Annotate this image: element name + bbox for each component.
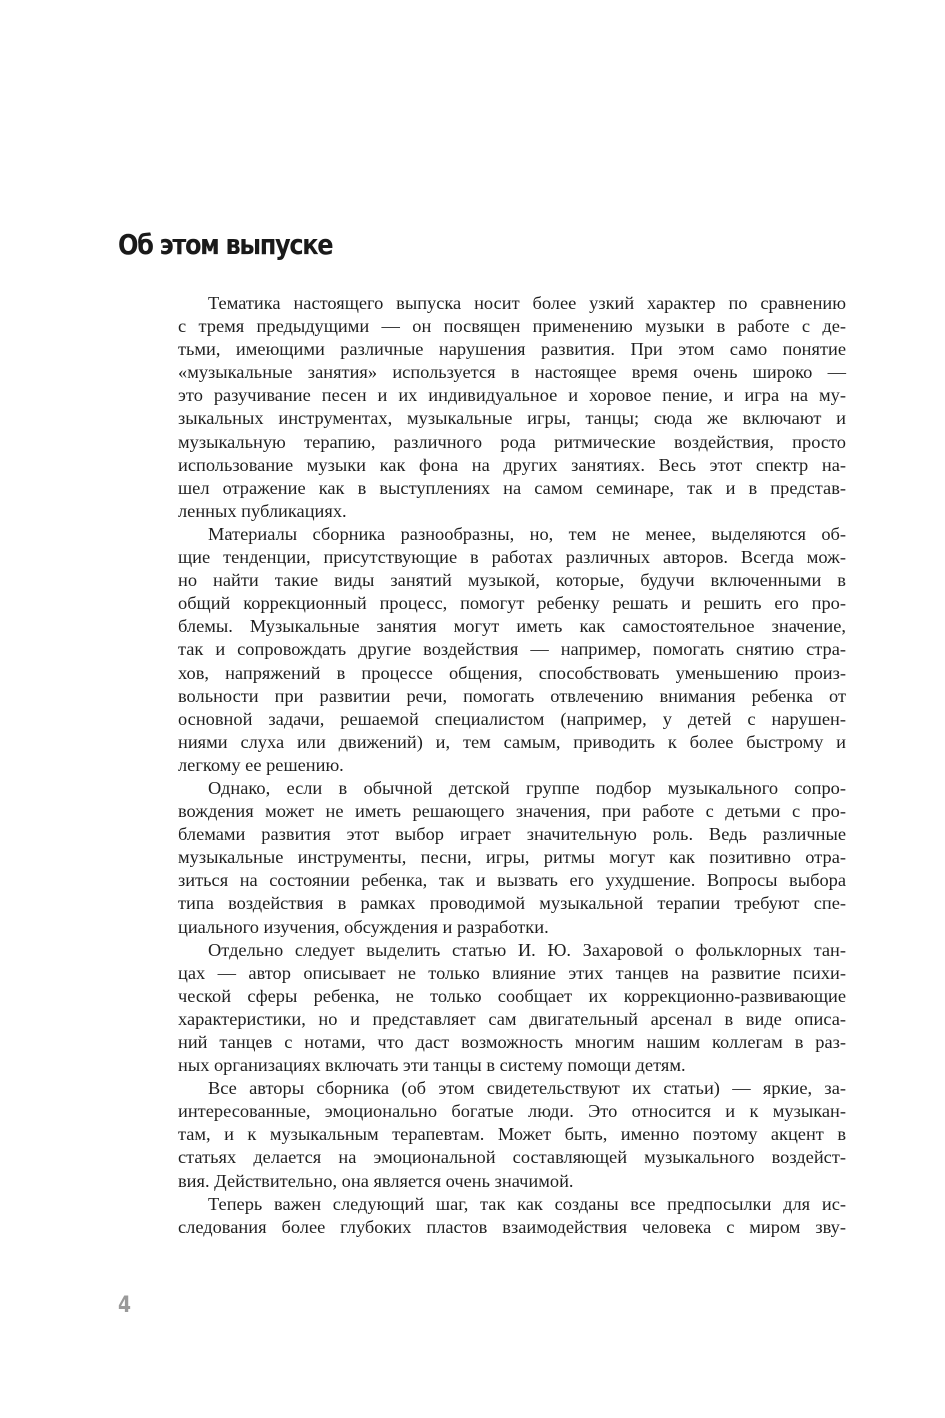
text-line: зиться на состоянии ребенка, так и вызвать его ухудшение. Вопросы выбора (178, 870, 846, 891)
text-line: с тремя предыдущими — он посвящен применению музыки в работе с де- (178, 316, 846, 337)
text-line: блемы. Музыкальные занятия могут иметь как самостоятельное значение, (178, 616, 846, 637)
text-line: но найти такие виды занятий музыкой, которые, будучи включенными в (178, 570, 846, 591)
text-line: характеристики, но и представляет сам двигательный арсенал в виде описа- (178, 1008, 846, 1029)
text-line: ных организациях включать эти танцы в систему помощи детям. (178, 1055, 686, 1076)
text-line: это разучивание песен и их индивидуальное и хоровое пение, и игра на му- (178, 385, 846, 406)
body-text (178, 292, 846, 1239)
paragraph (178, 939, 846, 1078)
text-line: музыкальную терапию, различного рода ритмические воздействия, просто (178, 431, 846, 452)
text-line: Все авторы сборника (об этом свидетельствуют их статьи) — яркие, за- (208, 1078, 846, 1099)
text-line: тьми, имеющими различные нарушения развития. При этом само понятие (178, 339, 846, 360)
page-title: Об этом выпуске (118, 228, 333, 261)
text-line: ний танцев с нотами, что даст возможность многим нашим коллегам в раз- (178, 1032, 846, 1052)
text-line: основной задачи, решаемой специалистом (например, у детей с нарушен- (178, 708, 846, 729)
paragraph (178, 1077, 846, 1192)
text-line: шел отражение как в выступлениях на самом семинаре, так и в представ- (178, 477, 846, 498)
page-number: 4 (118, 1293, 132, 1318)
text-line: Теперь важен следующий шаг, так как созданы все предпосылки для ис- (208, 1193, 846, 1214)
text-line: музыкальные инструменты, песни, игры, ритмы могут как позитивно отра- (178, 847, 846, 868)
text-line: щие тенденции, присутствующие в работах различных авторов. Всегда мож- (178, 547, 846, 568)
text-line: Однако, если в обычной детской группе подбор музыкального сопро- (208, 777, 846, 798)
text-line: зыкальных инструментах, музыкальные игры, танцы; сюда же включают и (178, 408, 846, 429)
text-line: общий коррекционный процесс, помогут ребенку решать и решить его про- (178, 593, 846, 614)
paragraph (178, 1193, 846, 1239)
text-line: вождения может не иметь решающего значения, при работе с детьми с про- (178, 801, 846, 822)
text-line: легкому ее решению. (178, 754, 344, 775)
text-line: там, и к музыкальным терапевтам. Может быть, именно поэтому акцент в (178, 1124, 846, 1145)
paragraph (178, 523, 846, 777)
text-line: типа воздействия в рамках проводимой музыкальной терапии требуют спе- (178, 893, 846, 914)
text-line: «музыкальные занятия» используется в настоящее время очень широко — (178, 362, 846, 383)
paragraph (178, 292, 846, 523)
text-line: Отдельно следует выделить статью И. Ю. Захаровой о фольклорных тан- (208, 939, 846, 960)
text-line: цах — автор описывает не только влияние этих танцев на развитие психи- (178, 962, 846, 983)
text-line: ческой сферы ребенка, не только сообщает их коррекционно-развивающие (178, 985, 846, 1006)
text-line: вольности при развитии речи, помогать отвлечению внимания ребенка от (178, 685, 846, 706)
text-line: Тематика настоящего выпуска носит более узкий характер по сравнению (208, 293, 846, 313)
text-line: вия. Действительно, она является очень значимой. (178, 1170, 574, 1191)
text-line: статьях делается на эмоциональной составляющей музыкального воздейст- (178, 1147, 846, 1168)
text-line: Материалы сборника разнообразны, но, тем не менее, выделяются об- (208, 523, 846, 544)
text-line: следования более глубоких пластов взаимодействия человека с миром зву- (178, 1216, 846, 1237)
text-line: циального изучения, обсуждения и разработки. (178, 916, 549, 937)
text-line: ниями слуха или движений) и, тем самым, приводить к более быстрому и (178, 731, 846, 752)
text-line: так и сопровождать другие воздействия — например, помогать снятию стра- (178, 639, 846, 660)
text-line: блемами развития этот выбор играет значительную роль. Ведь различные (178, 824, 846, 845)
text-line: ленных публикациях. (178, 500, 347, 521)
text-line: хов, напряжений в процессе общения, способствовать уменьшению произ- (178, 662, 846, 683)
text-line: интересованные, эмоционально богатые люди. Это относится и к музыкан- (178, 1101, 846, 1122)
paragraph (178, 777, 846, 939)
text-line: использование музыки как фона на других занятиях. Весь этот спектр на- (178, 454, 846, 475)
